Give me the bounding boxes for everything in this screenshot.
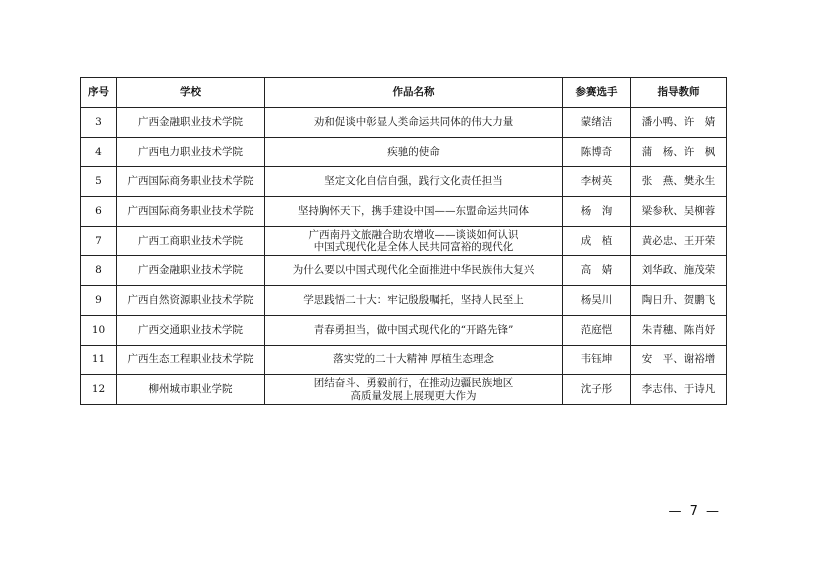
cell-contestant: 范庭恺 (563, 315, 631, 345)
cell-contestant: 李树英 (563, 167, 631, 197)
cell-school: 广西金融职业技术学院 (117, 256, 265, 286)
table-row (81, 137, 727, 167)
cell-contestant: 高 婧 (563, 256, 631, 286)
work-title-line: 落实党的二十大精神 厚植生态理念 (333, 353, 494, 366)
cell-school: 广西国际商务职业技术学院 (117, 197, 265, 227)
cell-work (265, 315, 563, 345)
table-row (81, 226, 727, 256)
cell-teachers: 李志伟、于诗凡 (631, 375, 727, 405)
cell-teachers: 陶日升、贺鹏飞 (631, 286, 727, 316)
results-table (80, 77, 727, 405)
cell-contestant: 沈子彤 (563, 375, 631, 405)
work-title-line: 中国式现代化是全体人民共同富裕的现代化 (313, 241, 514, 254)
cell-teachers: 安 平、谢裕增 (631, 345, 727, 375)
work-title-line: 疾驰的使命 (387, 145, 440, 158)
table-row (81, 108, 727, 138)
work-title-line: 广西南丹文旅融合助农增收——谈谈如何认识 (308, 228, 519, 241)
table-row (81, 197, 727, 227)
cell-teachers: 潘小鸭、许 婧 (631, 108, 727, 138)
work-title-line: 坚定文化自信自强，践行文化责任担当 (324, 175, 503, 188)
cell-contestant: 杨 洵 (563, 197, 631, 227)
cell-work (265, 167, 563, 197)
cell-school: 广西电力职业技术学院 (117, 137, 265, 167)
cell-school: 柳州城市职业学院 (117, 375, 265, 405)
work-title-line: 学思践悟二十大：牢记殷殷嘱托，坚持人民至上 (303, 293, 524, 306)
cell-school: 广西国际商务职业技术学院 (117, 167, 265, 197)
cell-school: 广西交通职业技术学院 (117, 315, 265, 345)
cell-index: 4 (81, 137, 117, 167)
table-header-row (81, 78, 727, 108)
cell-teachers: 梁参秋、吴柳蓉 (631, 197, 727, 227)
cell-teachers: 张 燕、樊永生 (631, 167, 727, 197)
header-index: 序号 (81, 78, 117, 108)
header-contestant: 参赛选手 (563, 78, 631, 108)
cell-contestant: 蒙绪洁 (563, 108, 631, 138)
cell-index: 7 (81, 226, 117, 256)
cell-work (265, 375, 563, 405)
cell-index: 9 (81, 286, 117, 316)
cell-contestant: 杨昊川 (563, 286, 631, 316)
cell-work (265, 226, 563, 256)
table-body (81, 108, 727, 405)
cell-school: 广西金融职业技术学院 (117, 108, 265, 138)
cell-school: 广西工商职业技术学院 (117, 226, 265, 256)
table-row (81, 167, 727, 197)
cell-teachers: 刘华政、施茂荣 (631, 256, 727, 286)
cell-contestant: 成 植 (563, 226, 631, 256)
cell-work (265, 137, 563, 167)
cell-work (265, 197, 563, 227)
cell-school: 广西自然资源职业技术学院 (117, 286, 265, 316)
work-title-line: 坚持胸怀天下，携手建设中国——东盟命运共同体 (298, 204, 529, 217)
header-teachers: 指导教师 (631, 78, 727, 108)
cell-index: 12 (81, 375, 117, 405)
cell-index: 11 (81, 345, 117, 375)
cell-index: 8 (81, 256, 117, 286)
cell-index: 3 (81, 108, 117, 138)
table-row (81, 315, 727, 345)
cell-work (265, 345, 563, 375)
cell-index: 10 (81, 315, 117, 345)
work-title-line: 青春勇担当，做中国式现代化的“开路先锋” (313, 323, 514, 336)
cell-work (265, 286, 563, 316)
work-title-line: 高质量发展上展现更大作为 (350, 389, 477, 402)
cell-teachers: 蒲 杨、许 枫 (631, 137, 727, 167)
table-row (81, 286, 727, 316)
cell-school: 广西生态工程职业技术学院 (117, 345, 265, 375)
cell-index: 6 (81, 197, 117, 227)
cell-contestant: 韦钰坤 (563, 345, 631, 375)
cell-contestant: 陈博奇 (563, 137, 631, 167)
work-title-line: 团结奋斗、勇毅前行，在推动边疆民族地区 (313, 377, 514, 390)
work-title-line: 为什么要以中国式现代化全面推进中华民族伟大复兴 (292, 264, 535, 277)
header-work: 作品名称 (265, 78, 563, 108)
cell-work (265, 108, 563, 138)
cell-teachers: 朱青穗、陈肖妤 (631, 315, 727, 345)
table-row (81, 345, 727, 375)
cell-work (265, 256, 563, 286)
cell-teachers: 黄必忠、王开荣 (631, 226, 727, 256)
work-title-line: 劝和促谈中彰显人类命运共同体的伟大力量 (313, 115, 514, 128)
table-row (81, 256, 727, 286)
header-school: 学校 (117, 78, 265, 108)
cell-index: 5 (81, 167, 117, 197)
table-row (81, 375, 727, 405)
page-number: — 7 — (668, 504, 721, 519)
